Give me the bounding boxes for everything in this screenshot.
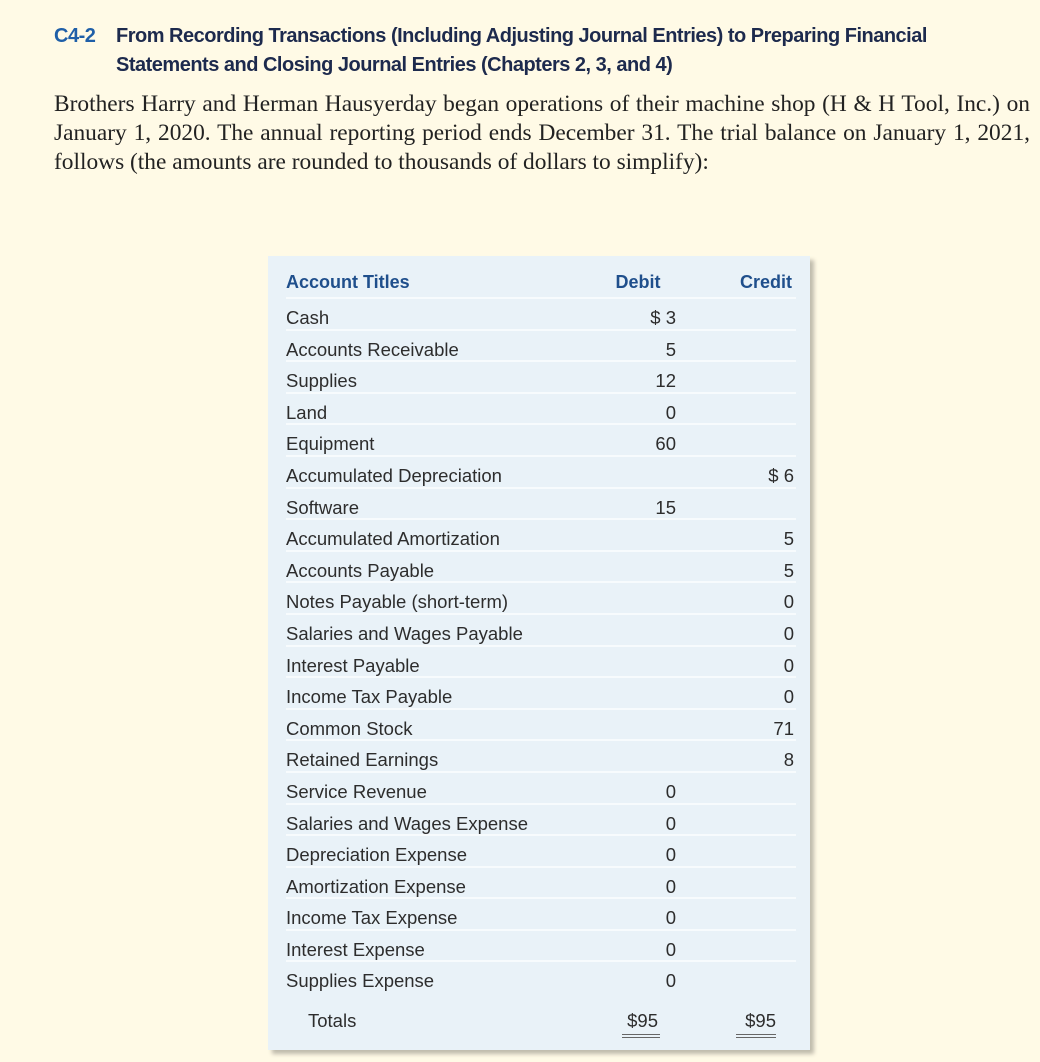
account-title: Supplies xyxy=(286,370,357,392)
debit-amount: 0 xyxy=(665,844,676,866)
case-number: C4-2 xyxy=(54,25,96,47)
debit-amount: 0 xyxy=(665,780,676,802)
table-row xyxy=(286,518,796,550)
account-title: Depreciation Expense xyxy=(286,844,467,866)
table-row xyxy=(286,771,796,803)
account-title: Common Stock xyxy=(286,717,413,739)
credit-amount: 0 xyxy=(783,654,794,676)
table-row xyxy=(286,329,796,361)
credit-amount: $ 6 xyxy=(768,464,794,486)
debit-double-underline xyxy=(622,1034,660,1038)
table-row xyxy=(286,929,796,961)
account-title: Equipment xyxy=(286,433,375,455)
table-row xyxy=(286,613,796,645)
account-title: Accounts Payable xyxy=(286,559,435,581)
table-row xyxy=(286,739,796,771)
table-row xyxy=(286,866,796,898)
account-title: Amortization Expense xyxy=(286,875,466,897)
case-title-line-2: Statements and Closing Journal Entries (Chapters 2, 3, and 4) xyxy=(116,54,673,76)
account-title: Salaries and Wages Payable xyxy=(286,622,523,644)
debit-amount: 0 xyxy=(665,938,676,960)
credit-amount: 0 xyxy=(783,686,794,708)
credit-amount: 8 xyxy=(783,749,794,771)
debit-amount: 0 xyxy=(665,970,676,992)
account-title: Notes Payable (short-term) xyxy=(286,591,509,613)
credit-amount: 0 xyxy=(783,591,794,613)
account-title: Service Revenue xyxy=(286,780,427,802)
table-row xyxy=(286,676,796,708)
trial-balance-table xyxy=(268,256,810,1050)
header-credit: Credit xyxy=(739,272,792,292)
totals-row xyxy=(268,1010,810,1040)
debit-amount: 0 xyxy=(665,875,676,897)
table-row xyxy=(286,455,796,487)
account-title: Interest Payable xyxy=(286,654,420,676)
account-title: Retained Earnings xyxy=(286,749,439,771)
account-title: Accumulated Depreciation xyxy=(286,464,502,486)
debit-amount: 5 xyxy=(665,338,676,360)
account-title: Land xyxy=(286,401,328,423)
case-title-line-1 xyxy=(54,22,1014,51)
account-title: Income Tax Expense xyxy=(286,907,458,929)
table-row xyxy=(286,960,796,992)
account-title: Software xyxy=(286,496,360,518)
trial-balance-header xyxy=(268,272,810,300)
table-row xyxy=(286,581,796,613)
table-row xyxy=(286,423,796,455)
credit-amount: 71 xyxy=(773,717,794,739)
credit-amount: 0 xyxy=(783,622,794,644)
table-row xyxy=(286,487,796,519)
table-row xyxy=(286,803,796,835)
debit-amount: 0 xyxy=(665,812,676,834)
totals-credit: $95 xyxy=(745,1010,776,1031)
credit-double-underline xyxy=(736,1034,776,1038)
totals-label: Totals xyxy=(308,1010,357,1031)
debit-amount: 0 xyxy=(665,907,676,929)
table-row xyxy=(286,645,796,677)
header-account-titles: Account Titles xyxy=(286,272,410,292)
debit-amount: 60 xyxy=(655,433,676,455)
account-title: Cash xyxy=(286,307,330,328)
totals-debit: $95 xyxy=(627,1010,658,1031)
account-title: Income Tax Payable xyxy=(286,686,453,708)
table-row xyxy=(286,297,796,329)
case-heading xyxy=(54,22,1014,80)
debit-amount: $ 3 xyxy=(650,307,676,328)
credit-amount: 5 xyxy=(783,559,794,581)
account-title: Accounts Receivable xyxy=(286,338,459,360)
table-row xyxy=(286,360,796,392)
trial-balance-rows xyxy=(286,297,796,992)
debit-amount: 0 xyxy=(665,401,676,423)
debit-amount: 12 xyxy=(655,370,676,392)
table-row xyxy=(286,897,796,929)
table-row xyxy=(286,550,796,582)
account-title: Supplies Expense xyxy=(286,970,435,992)
case-title-text-1: From Recording Transactions (Including Adjusting Journal Entries) to Preparing Financial xyxy=(116,25,927,47)
debit-amount: 15 xyxy=(655,496,676,518)
credit-amount: 5 xyxy=(783,528,794,550)
table-row xyxy=(286,834,796,866)
case-intro-paragraph: Brothers Harry and Herman Hausyerday began operations of their machine shop (H & H Tool, Inc.) on January 1, 2020. The annual reporting period ends December 31. The trial balance on January 1, 2021, follows (the amounts are rounded to thousands of dollars to simplify): xyxy=(54,91,1030,175)
account-title: Accumulated Amortization xyxy=(286,528,500,550)
table-row xyxy=(286,708,796,740)
header-debit: Debit xyxy=(615,272,661,292)
account-title: Interest Expense xyxy=(286,938,425,960)
table-row xyxy=(286,392,796,424)
account-title: Salaries and Wages Expense xyxy=(286,812,529,834)
